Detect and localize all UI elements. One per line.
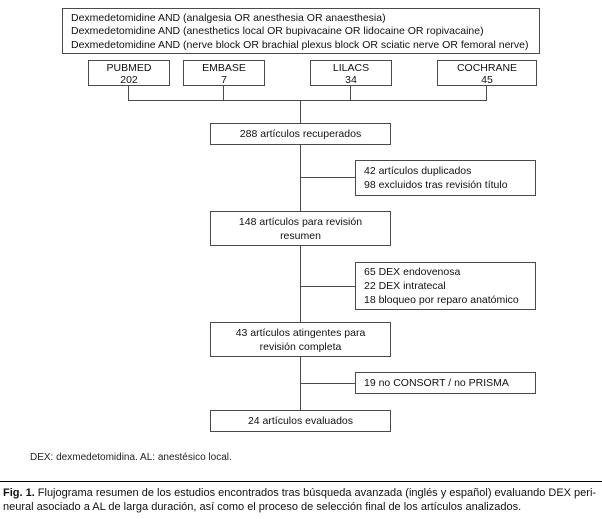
abstract-review-line-2: resumen — [280, 230, 321, 242]
search-term-line-2: Dexmedetomidine AND (anesthetics local OR bupivacaine OR lidocaine OR ropivacaine) — [71, 25, 484, 38]
database-box-embase — [183, 60, 265, 86]
connector-branch-excluded-1 — [300, 177, 355, 178]
connector-drop-to-retrieved — [300, 100, 301, 123]
figure-caption-label: Fig. 1. — [3, 487, 35, 499]
flow-box-full-review — [210, 322, 391, 357]
flow-box-abstract-review — [210, 211, 391, 246]
database-count-pubmed: 202 — [120, 74, 138, 86]
database-box-lilacs — [310, 60, 392, 86]
connector-cochrane-stub — [486, 86, 487, 100]
search-term-line-1: Dexmedetomidine AND (analgesia OR anesthesia OR anaesthesia) — [71, 12, 386, 24]
database-count-embase: 7 — [221, 74, 227, 86]
database-box-pubmed — [88, 60, 170, 86]
connector-spine-2 — [300, 246, 301, 322]
retrieved-label: 288 artículos recuperados — [239, 128, 362, 140]
connector-spine-1 — [300, 145, 301, 211]
connector-branch-excluded-2 — [300, 286, 355, 287]
database-box-cochrane — [437, 60, 537, 86]
abbreviations-footnote: DEX: dexmedetomidina. AL: anestésico local. — [30, 452, 232, 463]
side-box-excluded-2 — [355, 262, 536, 310]
figure-caption-text-1: Flujograma resumen de los estudios encontrados tras búsqueda avanzada (inglés y español) evaluando DEX peri- — [37, 487, 597, 499]
connector-embase-stub — [223, 86, 224, 100]
full-review-line-2: revisión completa — [259, 341, 342, 353]
database-name-lilacs: LILACS — [332, 62, 370, 74]
side-box-excluded-1 — [355, 160, 536, 196]
database-count-lilacs: 34 — [345, 74, 357, 86]
connector-branch-excluded-3 — [300, 383, 355, 384]
excluded-2-line-2: 22 DEX intratecal — [364, 280, 446, 292]
caption-divider — [0, 481, 602, 482]
excluded-1-line-2: 98 excluidos tras revisión título — [364, 179, 508, 191]
figure-caption-line-2: neural asociado a AL de larga duración, así como el proceso de selección final de los artículos analizados. — [3, 500, 522, 513]
excluded-2-line-1: 65 DEX endovenosa — [364, 266, 461, 278]
excluded-3-label: 19 no CONSORT / no PRISMA — [364, 377, 509, 389]
database-name-pubmed: PUBMED — [106, 62, 152, 74]
side-box-excluded-3 — [355, 372, 536, 394]
connector-pubmed-stub — [128, 86, 129, 100]
flow-box-retrieved — [210, 123, 391, 145]
search-term-line-3: Dexmedetomidine AND (nerve block OR brachial plexus block OR sciatic nerve OR femoral nerve) — [71, 38, 529, 51]
search-terms-box — [62, 8, 540, 54]
abstract-review-line-1: 148 artículos para revisión — [238, 216, 363, 228]
figure-caption — [3, 487, 600, 514]
connector-lilacs-stub — [350, 86, 351, 100]
full-review-line-1: 43 artículos atingentes para — [235, 327, 366, 339]
evaluated-label: 24 artículos evaluados — [247, 415, 354, 427]
database-name-cochrane: COCHRANE — [456, 62, 518, 74]
flow-box-evaluated — [210, 410, 391, 432]
database-count-cochrane: 45 — [481, 74, 493, 86]
excluded-2-line-3: 18 bloqueo por reparo anatómico — [364, 294, 519, 306]
figure-caption-line-1 — [3, 487, 600, 501]
database-name-embase: EMBASE — [202, 62, 246, 74]
excluded-1-line-1: 42 artículos duplicados — [364, 165, 472, 177]
connector-merge-bar — [128, 100, 487, 101]
